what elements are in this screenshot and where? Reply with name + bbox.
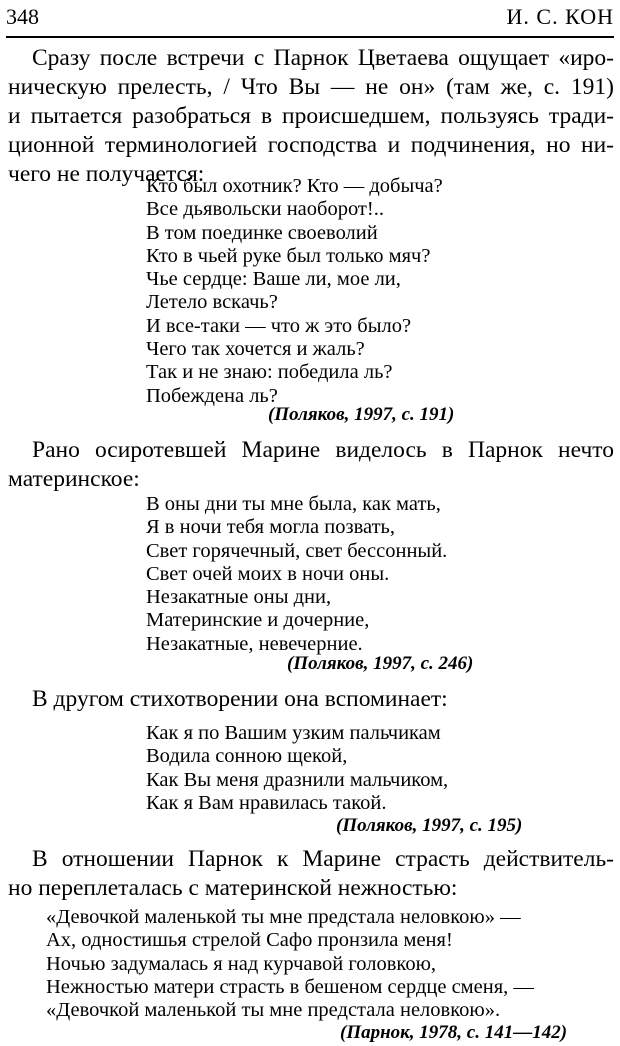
verse-line: Незакатные, невечерние. [146, 632, 363, 655]
verse-line: Чего так хочется и жаль? [146, 338, 365, 361]
text-line: и пытается разобраться в происшедшем, пользуясь тради- [8, 103, 614, 129]
paragraph-3 [8, 685, 614, 714]
verse-line: Все дьявольски наоборот!.. [146, 198, 384, 221]
text-line: Рано осиротевшей Марине виделось в Парнок нечто [32, 437, 614, 463]
verse-line: Летело вскачь? [146, 291, 278, 314]
verse-line: Водила сонною щекой, [146, 745, 348, 768]
page-number: 348 [6, 4, 39, 29]
text-line: ническую прелесть, / Что Вы — не он» (там же, с. 191) [8, 74, 614, 100]
verse-line: «Девочкой маленькой ты мне предстала неловкою» — [46, 906, 521, 928]
verse-line: Нежностью матери страсть в бешеном сердце сменя, — [46, 975, 534, 998]
verse-line: И все-таки — что ж это было? [146, 314, 412, 337]
paragraph-2 [8, 436, 614, 494]
verse-line: Я в ночи тебя могла позвать, [146, 516, 396, 539]
paragraph-4 [8, 845, 614, 903]
verse-quote-3 [146, 722, 448, 815]
verse-line: Кто в чьей руке был только мяч? [146, 244, 431, 267]
running-header [6, 0, 614, 34]
paragraph-1 [8, 44, 614, 189]
verse-line: Кто был охотник? Кто — добыча? [146, 175, 443, 197]
text-line: В отношении Парнок к Марине страсть действитель- [32, 846, 614, 872]
verse-line: Свет горячечный, свет бессонный. [146, 539, 448, 562]
verse-line: Как я по Вашим узким пальчикам [146, 722, 441, 744]
verse-line: В оны дни ты мне была, как мать, [146, 493, 441, 515]
verse-line: Чье сердце: Ваше ли, мое ли, [146, 268, 401, 291]
verse-line: Побеждена ль? [146, 384, 278, 407]
verse-line: Как Вы меня дразнили мальчиком, [146, 768, 449, 791]
citation-2: (Поляков, 1997, с. 246) [287, 653, 474, 674]
verse-quote-1 [146, 175, 443, 408]
text-line: Сразу после встречи с Парнок Цветаева ощущает «иро- [32, 45, 614, 71]
verse-line: «Девочкой маленькой ты мне предстала неловкою». [46, 999, 501, 1022]
verse-line: Материнские и дочерние, [146, 609, 370, 632]
verse-line: Незакатные оны дни, [146, 586, 332, 609]
verse-line: Ночью задумалась я над курчавой головкою, [46, 952, 437, 975]
text-line: материнское: [8, 466, 140, 492]
text-line: В другом стихотворении она вспоминает: [32, 686, 448, 712]
verse-line: Так и не знаю: победила ль? [146, 361, 393, 384]
text-line: но переплеталась с материнской нежностью: [8, 875, 458, 901]
verse-line: Ах, одностишья стрелой Сафо пронзила меня! [46, 929, 453, 952]
text-line: ционной терминологией господства и подчинения, но ни- [8, 132, 614, 158]
verse-quote-4 [46, 906, 534, 1022]
citation-3: (Поляков, 1997, с. 195) [336, 815, 523, 836]
citation-4: (Парнок, 1978, с. 141—142) [340, 1022, 568, 1043]
verse-line: В том поединке своеволий [146, 221, 378, 244]
verse-quote-2 [146, 493, 447, 656]
text-line: чего не получается: [8, 161, 205, 187]
citation-1: (Поляков, 1997, с. 191) [268, 404, 455, 425]
header-rule [6, 36, 614, 38]
verse-line: Свет очей моих в ночи оны. [146, 562, 390, 585]
running-head-author: И. С. КОН [506, 4, 614, 29]
verse-line: Как я Вам нравилась такой. [146, 791, 387, 814]
